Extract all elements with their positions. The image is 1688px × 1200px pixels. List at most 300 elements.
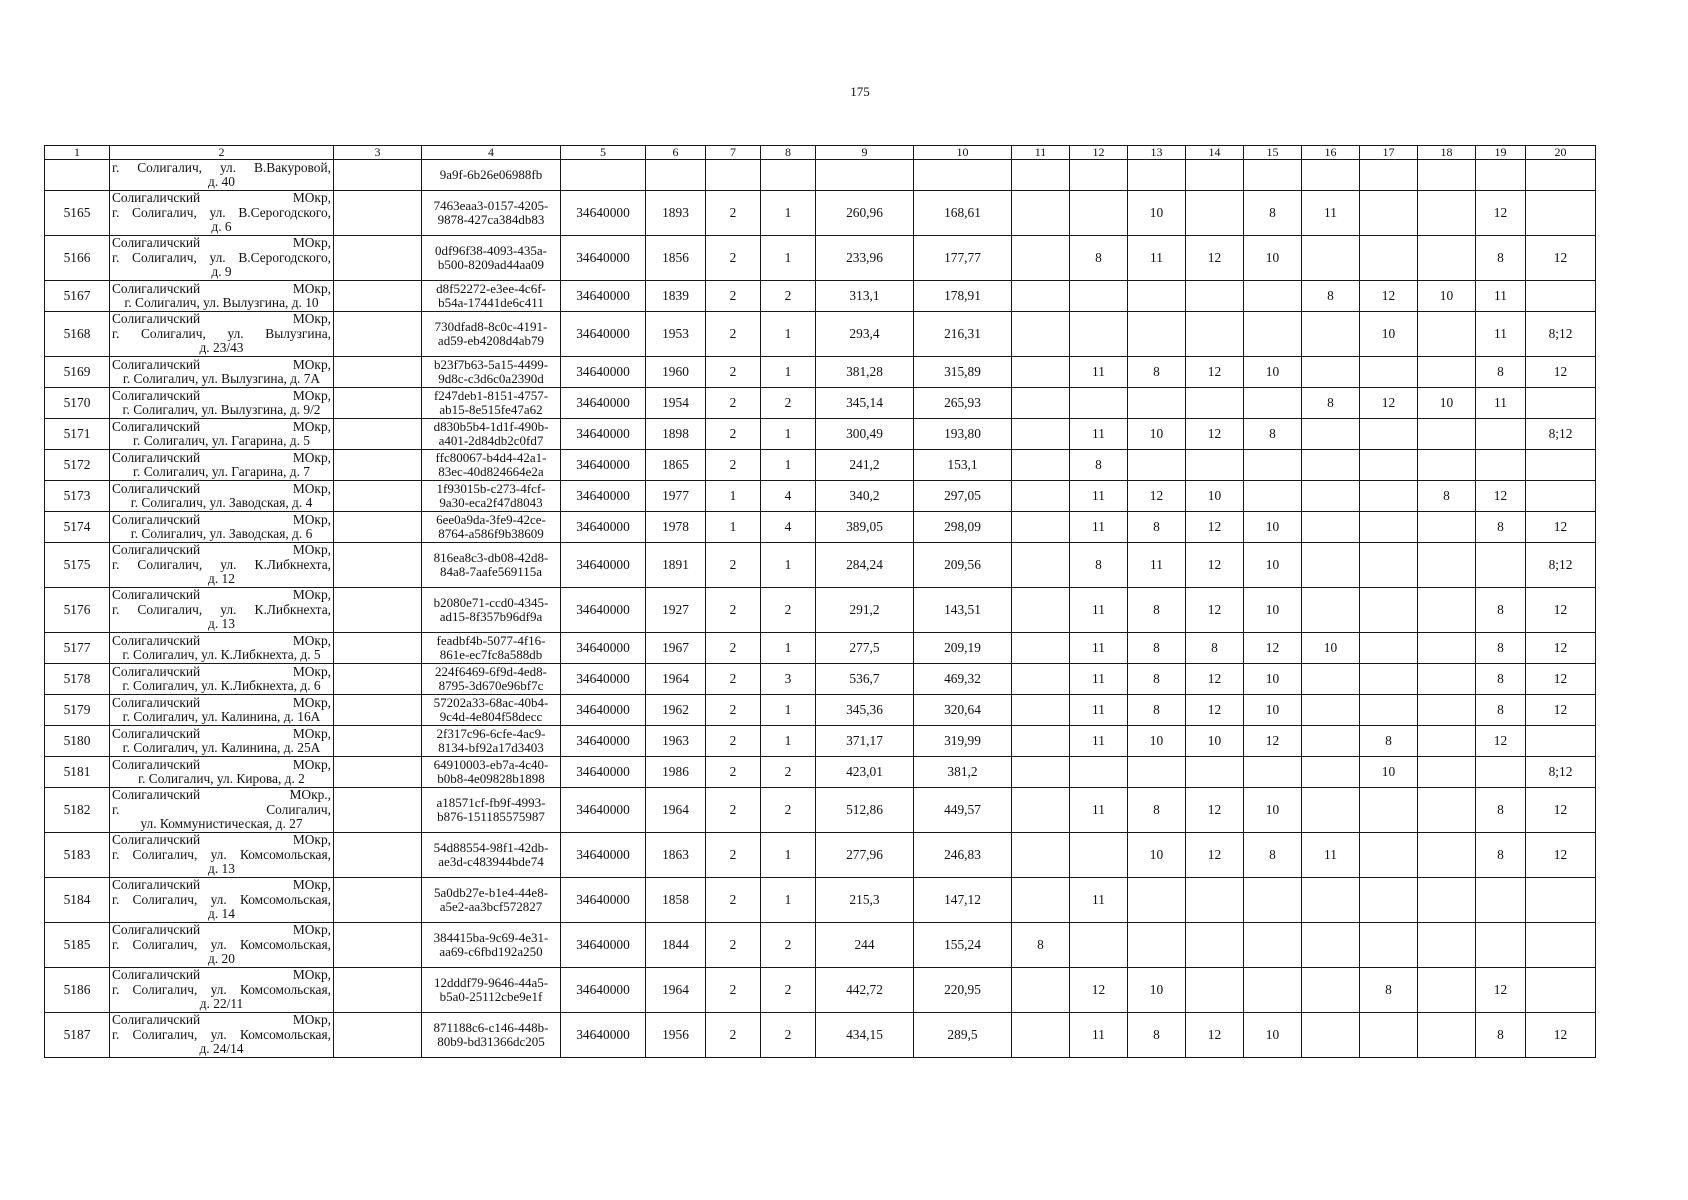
column-9-cell: 371,17 [816, 726, 914, 757]
address-cell [110, 633, 334, 664]
oktmo-cell: 34640000 [561, 923, 646, 968]
year-cell: 1865 [646, 450, 706, 481]
column-14-cell: 10 [1186, 726, 1244, 757]
guid-line: 8134-bf92a17d3403 [438, 740, 544, 755]
guid-cell [422, 281, 561, 312]
column-10-cell: 297,05 [914, 481, 1012, 512]
column-17-cell [1360, 633, 1418, 664]
column-8-cell: 3 [761, 664, 816, 695]
column-16-cell [1302, 664, 1360, 695]
column-11-cell [1012, 388, 1070, 419]
address-cell [110, 357, 334, 388]
oktmo-cell: 34640000 [561, 357, 646, 388]
column-9-cell: 215,3 [816, 878, 914, 923]
column-10-cell: 298,09 [914, 512, 1012, 543]
guid-line: 224f6469-6f9d-4ed8- [435, 663, 547, 679]
guid-cell [422, 481, 561, 512]
table-body [45, 160, 1596, 1058]
column-15-cell: 10 [1244, 1013, 1302, 1058]
column-9-cell: 389,05 [816, 512, 914, 543]
column-20-cell: 12 [1526, 664, 1596, 695]
guid-line: 9d8c-c3d6c0a2390d [438, 371, 544, 386]
column-9-cell: 536,7 [816, 664, 914, 695]
address-line: д. 13 [208, 861, 235, 877]
column-3-cell [334, 1013, 422, 1058]
column-8-cell: 2 [761, 757, 816, 788]
address-line: г. Солигалич, ул. К.Либкнехта, д. 6 [122, 678, 321, 693]
year-cell: 1839 [646, 281, 706, 312]
column-11-cell [1012, 788, 1070, 833]
column-header-12: 12 [1070, 146, 1128, 160]
column-19-cell: 8 [1476, 833, 1526, 878]
column-14-cell: 12 [1186, 1013, 1244, 1058]
column-14-cell [1186, 191, 1244, 236]
column-10-cell: 147,12 [914, 878, 1012, 923]
column-17-cell: 10 [1360, 757, 1418, 788]
column-15-cell [1244, 878, 1302, 923]
address-line: Солигаличский МОкр, [112, 449, 331, 465]
column-19-cell: 12 [1476, 191, 1526, 236]
column-14-cell: 12 [1186, 588, 1244, 633]
column-10-cell: 265,93 [914, 388, 1012, 419]
column-12-cell [1070, 923, 1128, 968]
column-7-cell: 2 [706, 757, 761, 788]
column-14-cell: 12 [1186, 236, 1244, 281]
column-18-cell [1418, 357, 1476, 388]
address-line: Солигаличский МОкр, [112, 418, 331, 434]
column-8-cell: 1 [761, 695, 816, 726]
guid-line: 871188c6-c146-448b- [433, 1019, 549, 1035]
column-16-cell: 8 [1302, 281, 1360, 312]
address-line: г. Солигалич, ул. Калинина, д. 25А [122, 740, 321, 755]
column-15-cell [1244, 281, 1302, 312]
column-20-cell: 12 [1526, 788, 1596, 833]
address-cell [110, 419, 334, 450]
guid-line: d830b5b4-1d1f-490b- [433, 418, 549, 434]
column-18-cell [1418, 757, 1476, 788]
column-15-cell: 8 [1244, 833, 1302, 878]
guid-line: 64910003-eb7a-4c40- [433, 756, 549, 772]
row-number-cell: 5187 [45, 1013, 110, 1058]
guid-line: 861e-ec7fc8a588db [439, 647, 543, 662]
column-15-cell [1244, 481, 1302, 512]
column-9-cell: 512,86 [816, 788, 914, 833]
address-line: г. Солигалич, [112, 801, 331, 817]
column-18-cell [1418, 588, 1476, 633]
column-15-cell: 10 [1244, 588, 1302, 633]
row-number-cell: 5170 [45, 388, 110, 419]
column-12-cell: 8 [1070, 236, 1128, 281]
guid-line: 9c4d-4e804f58decc [439, 709, 543, 724]
table-row [45, 878, 1596, 923]
table-row [45, 281, 1596, 312]
column-12-cell: 11 [1070, 878, 1128, 923]
column-18-cell [1418, 968, 1476, 1013]
column-header-16: 16 [1302, 146, 1360, 160]
column-7-cell: 1 [706, 512, 761, 543]
column-15-cell: 10 [1244, 664, 1302, 695]
column-16-cell [1302, 543, 1360, 588]
column-13-cell [1128, 388, 1186, 419]
column-16-cell [1302, 512, 1360, 543]
column-7-cell: 2 [706, 281, 761, 312]
table-row [45, 388, 1596, 419]
column-10-cell: 449,57 [914, 788, 1012, 833]
column-20-cell: 12 [1526, 588, 1596, 633]
address-line: Солигаличский МОкр, [112, 725, 331, 741]
table-row [45, 788, 1596, 833]
column-20-cell [1526, 160, 1596, 191]
year-cell: 1962 [646, 695, 706, 726]
address-line: ул. Коммунистическая, д. 27 [140, 816, 303, 832]
column-18-cell [1418, 726, 1476, 757]
column-14-cell: 12 [1186, 833, 1244, 878]
row-number-cell: 5178 [45, 664, 110, 695]
column-14-cell: 12 [1186, 664, 1244, 695]
row-number-cell: 5174 [45, 512, 110, 543]
column-9-cell: 277,5 [816, 633, 914, 664]
column-14-cell [1186, 878, 1244, 923]
column-12-cell [1070, 281, 1128, 312]
column-8-cell: 2 [761, 388, 816, 419]
column-17-cell [1360, 1013, 1418, 1058]
column-3-cell [334, 236, 422, 281]
column-13-cell [1128, 878, 1186, 923]
address-cell [110, 236, 334, 281]
column-20-cell: 12 [1526, 236, 1596, 281]
column-10-cell: 155,24 [914, 923, 1012, 968]
oktmo-cell [561, 160, 646, 191]
address-line: г. Солигалич, ул. В.Вакуровой, [112, 159, 331, 175]
column-12-cell [1070, 388, 1128, 419]
address-line: Солигаличский МОкр, [112, 480, 331, 496]
column-9-cell: 284,24 [816, 543, 914, 588]
column-14-cell: 12 [1186, 788, 1244, 833]
table-row [45, 633, 1596, 664]
column-14-cell: 8 [1186, 633, 1244, 664]
column-18-cell [1418, 664, 1476, 695]
column-19-cell: 8 [1476, 236, 1526, 281]
column-8-cell [761, 160, 816, 191]
column-19-cell: 8 [1476, 664, 1526, 695]
column-header-8: 8 [761, 146, 816, 160]
column-7-cell: 2 [706, 833, 761, 878]
column-19-cell: 12 [1476, 968, 1526, 1013]
address-line: Солигаличский МОкр, [112, 190, 331, 206]
column-17-cell: 12 [1360, 281, 1418, 312]
table-row [45, 236, 1596, 281]
column-19-cell: 8 [1476, 1013, 1526, 1058]
address-line: Солигаличский МОкр, [112, 922, 331, 938]
column-19-cell: 8 [1476, 512, 1526, 543]
table-row [45, 543, 1596, 588]
column-20-cell [1526, 726, 1596, 757]
column-11-cell [1012, 236, 1070, 281]
column-11-cell [1012, 633, 1070, 664]
guid-line: b54a-17441de6c411 [438, 295, 544, 310]
guid-cell [422, 236, 561, 281]
column-11-cell [1012, 160, 1070, 191]
guid-line: a401-2d84db2c0fd7 [438, 433, 544, 448]
guid-line: 83ec-40d824664e2a [438, 464, 544, 479]
column-19-cell [1476, 419, 1526, 450]
guid-line: a5e2-aa3bcf572827 [439, 899, 543, 914]
column-12-cell: 11 [1070, 1013, 1128, 1058]
guid-line: 9a30-eca2f47d8043 [439, 495, 543, 510]
guid-line: b0b8-4e09828b1898 [437, 771, 545, 786]
column-11-cell [1012, 1013, 1070, 1058]
address-cell [110, 543, 334, 588]
column-16-cell: 8 [1302, 388, 1360, 419]
column-12-cell [1070, 191, 1128, 236]
column-8-cell: 1 [761, 833, 816, 878]
column-18-cell [1418, 788, 1476, 833]
table-row [45, 664, 1596, 695]
address-line: д. 23/43 [199, 340, 244, 356]
column-19-cell [1476, 757, 1526, 788]
column-8-cell: 4 [761, 481, 816, 512]
year-cell: 1927 [646, 588, 706, 633]
column-16-cell: 10 [1302, 633, 1360, 664]
column-20-cell [1526, 923, 1596, 968]
column-11-cell [1012, 191, 1070, 236]
column-11-cell: 8 [1012, 923, 1070, 968]
column-header-7: 7 [706, 146, 761, 160]
column-8-cell: 1 [761, 450, 816, 481]
guid-cell [422, 664, 561, 695]
column-17-cell: 10 [1360, 312, 1418, 357]
column-20-cell [1526, 878, 1596, 923]
column-11-cell [1012, 833, 1070, 878]
address-cell [110, 588, 334, 633]
address-line: г. Солигалич, ул. В.Серогодского, [112, 249, 331, 265]
guid-line: a18571cf-fb9f-4993- [436, 794, 546, 810]
address-line: Солигаличский МОкр, [112, 587, 331, 603]
table-row [45, 357, 1596, 388]
guid-line: ab15-8e515fe47a62 [439, 402, 543, 417]
year-cell: 1967 [646, 633, 706, 664]
page-number: 175 [850, 84, 870, 99]
column-8-cell: 1 [761, 726, 816, 757]
column-header-13: 13 [1128, 146, 1186, 160]
guid-cell [422, 512, 561, 543]
column-19-cell: 8 [1476, 788, 1526, 833]
column-17-cell [1360, 588, 1418, 633]
row-number-cell: 5165 [45, 191, 110, 236]
column-9-cell: 434,15 [816, 1013, 914, 1058]
guid-line: ffc80067-b4d4-42a1- [435, 449, 547, 465]
column-7-cell: 2 [706, 664, 761, 695]
column-14-cell [1186, 312, 1244, 357]
column-header-17: 17 [1360, 146, 1418, 160]
address-line: д. 14 [208, 906, 235, 922]
column-11-cell [1012, 543, 1070, 588]
column-9-cell: 345,14 [816, 388, 914, 419]
address-cell [110, 512, 334, 543]
column-15-cell: 10 [1244, 695, 1302, 726]
column-3-cell [334, 481, 422, 512]
address-line: г. Солигалич, ул. Комсомольская, [112, 891, 331, 907]
column-16-cell [1302, 1013, 1360, 1058]
column-9-cell: 442,72 [816, 968, 914, 1013]
oktmo-cell: 34640000 [561, 968, 646, 1013]
column-3-cell [334, 512, 422, 543]
column-header-row [45, 146, 1596, 160]
guid-cell [422, 923, 561, 968]
row-number-cell: 5180 [45, 726, 110, 757]
column-15-cell: 12 [1244, 726, 1302, 757]
address-line: Солигаличский МОкр, [112, 511, 331, 527]
year-cell: 1964 [646, 968, 706, 1013]
column-13-cell: 10 [1128, 419, 1186, 450]
column-8-cell: 2 [761, 788, 816, 833]
row-number-cell: 5177 [45, 633, 110, 664]
column-19-cell: 8 [1476, 695, 1526, 726]
year-cell [646, 160, 706, 191]
column-18-cell [1418, 512, 1476, 543]
column-18-cell [1418, 450, 1476, 481]
guid-line: f247deb1-8151-4757- [433, 387, 549, 403]
guid-cell [422, 191, 561, 236]
column-9-cell: 260,96 [816, 191, 914, 236]
column-19-cell [1476, 878, 1526, 923]
column-7-cell: 2 [706, 236, 761, 281]
row-number-cell: 5182 [45, 788, 110, 833]
column-header-20: 20 [1526, 146, 1596, 160]
column-header-9: 9 [816, 146, 914, 160]
column-12-cell: 12 [1070, 968, 1128, 1013]
oktmo-cell: 34640000 [561, 312, 646, 357]
column-20-cell: 8;12 [1526, 543, 1596, 588]
column-header-11: 11 [1012, 146, 1070, 160]
address-cell [110, 757, 334, 788]
column-7-cell: 2 [706, 388, 761, 419]
column-18-cell [1418, 419, 1476, 450]
column-12-cell: 11 [1070, 512, 1128, 543]
column-17-cell: 8 [1360, 968, 1418, 1013]
column-17-cell [1360, 878, 1418, 923]
column-12-cell: 11 [1070, 357, 1128, 388]
column-14-cell [1186, 450, 1244, 481]
column-16-cell [1302, 968, 1360, 1013]
column-18-cell [1418, 833, 1476, 878]
column-12-cell: 8 [1070, 450, 1128, 481]
row-number-cell: 5185 [45, 923, 110, 968]
column-20-cell: 12 [1526, 633, 1596, 664]
address-line: д. 12 [208, 571, 235, 587]
oktmo-cell: 34640000 [561, 481, 646, 512]
column-9-cell: 300,49 [816, 419, 914, 450]
address-line: д. 13 [208, 616, 235, 632]
column-3-cell [334, 191, 422, 236]
guid-line: 7463eaa3-0157-4205- [433, 197, 549, 213]
year-cell: 1954 [646, 388, 706, 419]
column-12-cell: 11 [1070, 588, 1128, 633]
address-cell [110, 481, 334, 512]
address-cell [110, 312, 334, 357]
address-line: Солигаличский МОкр, [112, 663, 331, 679]
column-9-cell: 423,01 [816, 757, 914, 788]
address-cell [110, 923, 334, 968]
column-13-cell: 10 [1128, 968, 1186, 1013]
address-line: Солигаличский МОкр, [112, 311, 331, 327]
column-18-cell [1418, 695, 1476, 726]
column-16-cell [1302, 481, 1360, 512]
guid-line: 6ee0a9da-3fe9-42ce- [436, 511, 546, 527]
column-header-5: 5 [561, 146, 646, 160]
column-10-cell: 381,2 [914, 757, 1012, 788]
column-19-cell: 8 [1476, 588, 1526, 633]
guid-cell [422, 419, 561, 450]
column-20-cell [1526, 481, 1596, 512]
column-9-cell: 277,96 [816, 833, 914, 878]
table-row [45, 833, 1596, 878]
column-13-cell [1128, 757, 1186, 788]
column-19-cell: 11 [1476, 281, 1526, 312]
column-10-cell: 209,19 [914, 633, 1012, 664]
year-cell: 1844 [646, 923, 706, 968]
column-7-cell: 2 [706, 191, 761, 236]
year-cell: 1858 [646, 878, 706, 923]
oktmo-cell: 34640000 [561, 388, 646, 419]
column-15-cell: 8 [1244, 419, 1302, 450]
address-line: г. Солигалич, ул. Вылузгина, д. 10 [124, 295, 319, 310]
oktmo-cell: 34640000 [561, 726, 646, 757]
guid-line: 1f93015b-c273-4fcf- [436, 480, 546, 496]
column-19-cell: 12 [1476, 726, 1526, 757]
column-19-cell: 8 [1476, 357, 1526, 388]
column-20-cell [1526, 281, 1596, 312]
column-18-cell [1418, 923, 1476, 968]
column-12-cell [1070, 833, 1128, 878]
column-10-cell: 209,56 [914, 543, 1012, 588]
column-20-cell: 8;12 [1526, 419, 1596, 450]
column-12-cell: 11 [1070, 788, 1128, 833]
column-9-cell: 233,96 [816, 236, 914, 281]
guid-cell [422, 543, 561, 588]
column-13-cell: 8 [1128, 1013, 1186, 1058]
column-13-cell: 8 [1128, 788, 1186, 833]
column-header-2: 2 [110, 146, 334, 160]
column-19-cell [1476, 160, 1526, 191]
year-cell: 1986 [646, 757, 706, 788]
address-cell [110, 281, 334, 312]
column-17-cell [1360, 833, 1418, 878]
column-11-cell [1012, 878, 1070, 923]
column-12-cell: 11 [1070, 726, 1128, 757]
address-cell [110, 388, 334, 419]
guid-line: feadbf4b-5077-4f16- [436, 632, 546, 648]
address-line: г. Солигалич, ул. К.Либкнехта, [112, 601, 331, 617]
column-7-cell: 1 [706, 481, 761, 512]
guid-line: b23f7b63-5a15-4499- [433, 356, 549, 372]
column-15-cell [1244, 388, 1302, 419]
year-cell: 1891 [646, 543, 706, 588]
table-row [45, 481, 1596, 512]
column-10-cell: 193,80 [914, 419, 1012, 450]
column-header-6: 6 [646, 146, 706, 160]
column-10-cell [914, 160, 1012, 191]
address-cell [110, 160, 334, 191]
column-19-cell: 12 [1476, 481, 1526, 512]
year-cell: 1898 [646, 419, 706, 450]
year-cell: 1893 [646, 191, 706, 236]
year-cell: 1856 [646, 236, 706, 281]
column-header-1: 1 [45, 146, 110, 160]
column-9-cell: 340,2 [816, 481, 914, 512]
guid-line: 9878-427ca384db83 [437, 212, 545, 227]
column-14-cell [1186, 923, 1244, 968]
